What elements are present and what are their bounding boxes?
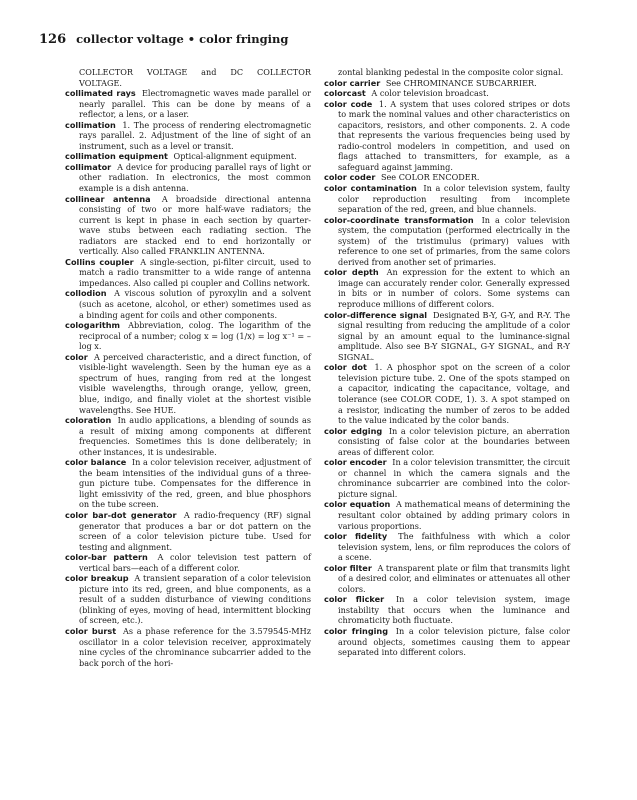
dictionary-entry — [65, 415, 311, 457]
dictionary-entry — [324, 310, 570, 363]
entry-definition: 1. The process of rendering electromagnetic rays parallel. 2. Adjustment of the line of sight of an instrument, such as a level or transit. — [79, 119, 311, 151]
dictionary-entry — [324, 426, 570, 458]
dictionary-entry — [324, 183, 570, 215]
dictionary-entry — [65, 510, 311, 552]
continued-text: zontal blanking pedestal in the composite color signal. — [338, 67, 564, 77]
entry-term: collimated rays — [65, 88, 136, 99]
entry-definition: In a color television system, the computation (performed electrically in the system) of the tristimulus (primary) values with reference to one set of primaries, from the same colors derived from another set of primaries. — [338, 214, 571, 267]
entry-term: color contamination — [324, 183, 417, 194]
entry-term: color-difference signal — [324, 309, 428, 320]
entry-term: collodion — [65, 288, 107, 299]
dictionary-entry — [324, 499, 570, 531]
dictionary-entry — [324, 99, 570, 173]
dictionary-entry — [324, 267, 570, 309]
entry-definition: An expression for the extent to which an image can accurately render color. Generally expressed in bits or in number of colors. Some systems can reproduce millions of different colors. — [338, 267, 570, 310]
dictionary-entry — [324, 594, 570, 626]
entry-term: colorcast — [324, 88, 366, 99]
dictionary-entry — [65, 352, 311, 415]
dictionary-entry — [65, 88, 311, 120]
running-header — [39, 32, 288, 47]
entry-term: color code — [324, 98, 373, 109]
entry-definition: A broadside directional antenna consisting of two or more half-wave radiators; the current is kept in phase in each section by quarter-wave stubs between each radiating section. The radiators are stacked end to end horizontally or vertically. Also called FRANKLIN ANTENNA. — [79, 193, 311, 257]
entry-term: collimator — [65, 161, 112, 172]
entry-term: color dot — [324, 362, 367, 373]
entry-definition: In a color television transmitter, the circuit or channel in which the camera signals and the chrominance subcarrier are combined into the color-picture signal. — [338, 457, 570, 499]
dictionary-entry — [65, 162, 311, 194]
entry-definition: A color television broadcast. — [371, 88, 489, 99]
dictionary-entry — [324, 531, 570, 563]
dictionary-entry — [65, 626, 311, 668]
entry-definition: Abbreviation, colog. The logarithm of the reciprocal of a number; colog x = log (1/x) = log x⁻¹ = –log x. — [79, 320, 311, 352]
entry-term: color fringing — [324, 625, 389, 636]
entry-definition: A single-section, pi-filter circuit, used to match a radio transmitter to a wide range of antenna impedances. Also called pi coupler and Collins network. — [79, 256, 311, 288]
dictionary-entry — [65, 573, 311, 626]
entry-definition: In a color television receiver, adjustment of the beam intensities of the individual guns of a three-gun picture tube. Compensates for the difference in light emissivity of the red, green, and blue phosphors on the tube screen. — [79, 457, 311, 510]
entry-definition: In a color television system, image instability that occurs when the luminance and chromaticity both fluctuate. — [338, 594, 570, 626]
running-title: collector voltage • color fringing — [76, 32, 289, 46]
entry-term: color bar-dot generator — [65, 509, 177, 520]
entry-term: color-bar pattern — [65, 552, 148, 563]
entry-definition: Electromagnetic waves made parallel or nearly parallel. This can be done by means of a reflector, a lens, or a laser. — [79, 88, 312, 120]
dictionary-entry — [65, 457, 311, 510]
entry-term: color filter — [324, 562, 372, 573]
entry-definition: 1. A system that uses colored stripes or dots to mark the nominal values and other characteristics on capacitors, resistors, and other components. 2. A code that represents the various frequencies being used by radio-control modelers in competition, and used on flags attached to transmitters, for example, as a safeguard against jamming. — [338, 98, 571, 172]
page-number: 126 — [39, 32, 67, 47]
entry-definition: The faithfulness with which a color television system, lens, or film reproduces the colors of a scene. — [338, 531, 571, 563]
entry-term: Collins coupler — [65, 256, 134, 267]
entry-term: color encoder — [324, 457, 387, 468]
entry-term: color — [65, 351, 88, 362]
dictionary-entry — [324, 362, 570, 425]
dictionary-entry — [65, 257, 311, 289]
entry-definition: See COLOR ENCODER. — [380, 172, 480, 183]
entry-definition: Optical-alignment equipment. — [173, 151, 297, 162]
entry-definition: A radio-frequency (RF) signal generator that produces a bar or dot pattern on the screen of a color television picture tube. Used for testing and alignment. — [79, 509, 311, 552]
dictionary-entry — [65, 288, 311, 320]
right-column — [324, 67, 570, 658]
entry-definition: In audio applications, a blending of sounds as a result of mixing among components at different frequencies. Sometimes this is done deliberately; in other instances, it is undesirable. — [79, 415, 311, 457]
entry-definition: A perceived characteristic, and a direct function, of visible-light wavelength. Seen by the human eye as a spectrum of hues, ranging from red at the longest visible wavelengths, through orange, yellow, green, blue, indigo, and finally violet at the shortest visible wavelengths. See HUE. — [79, 351, 311, 415]
entry-term: color depth — [324, 267, 379, 278]
entry-definition: See CHROMINANCE SUBCARRIER. — [385, 77, 537, 88]
dictionary-entry — [324, 172, 570, 183]
entry-term: color-coordinate transformation — [324, 214, 474, 225]
entry-term: coloration — [65, 415, 112, 426]
entry-term: color breakup — [65, 573, 129, 584]
entry-term: cologarithm — [65, 320, 120, 331]
dictionary-entry — [65, 120, 311, 152]
entry-definition: Designated B-Y, G-Y, and R-Y. The signal resulting from reducing the amplitude of a color signal by an amount equal to the luminance-signal amplitude. Also see B-Y SIGNAL, G-Y SIGNAL, and R-Y SIGNAL. — [338, 309, 570, 362]
dictionary-entry — [65, 552, 311, 573]
dictionary-entry — [324, 563, 570, 595]
entry-term: color edging — [324, 425, 383, 436]
entry-definition: In a color television picture, false color around objects, sometimes causing them to appear separated into different colors. — [338, 625, 570, 658]
entry-definition: A device for producing parallel rays of light or other radiation. In electronics, the most common example is a dish antenna. — [79, 161, 311, 194]
dictionary-entry — [65, 194, 311, 257]
dictionary-entry — [324, 88, 570, 99]
entry-term: color carrier — [324, 77, 381, 88]
left-column — [65, 67, 311, 668]
entry-definition: As a phase reference for the 3.579545-MHz oscillator in a color television receiver, approximately nine cycles of the chrominance subcarrier added to the back porch of the hori- — [79, 625, 311, 668]
entry-definition: A color television test pattern of vertical bars—each of a different color. — [79, 552, 311, 573]
entry-definition: A viscous solution of pyroxylin and a solvent (such as acetone, alcohol, or ether) sometimes used as a binding agent for coils and other components. — [79, 288, 311, 320]
dictionary-entry — [324, 78, 570, 89]
entry-term: collinear antenna — [65, 193, 151, 204]
continued-text: COLLECTOR VOLTAGE and DC COLLECTOR VOLTAGE. — [79, 67, 311, 88]
entry-definition: In a color television picture, an aberration consisting of false color at the boundaries between areas of different color. — [338, 425, 570, 457]
dictionary-entry — [324, 457, 570, 499]
dictionary-entry — [324, 626, 570, 658]
entry-term: color balance — [65, 457, 127, 468]
entry-term: color burst — [65, 625, 117, 636]
dictionary-entry — [324, 215, 570, 268]
entry-definition: A transient separation of a color television picture into its red, green, and blue components, as a result of a sudden disturbance of viewing conditions (blinking of eyes, moving of head, intermittent blocking of screen, etc.). — [79, 573, 311, 626]
entry-definition: In a color television system, faulty color reproduction resulting from incomplete separation of the red, green, and blue channels. — [338, 183, 570, 215]
entry-term: collimation — [65, 119, 116, 130]
dictionary-entry — [65, 151, 311, 162]
entry-term: color equation — [324, 499, 391, 510]
dictionary-entry — [65, 320, 311, 352]
entry-term: color fidelity — [324, 531, 388, 542]
entry-term: collimation equipment — [65, 151, 168, 162]
entry-term: color coder — [324, 172, 376, 183]
entry-definition: A mathematical means of determining the resultant color obtained by adding primary colors in various proportions. — [338, 499, 571, 531]
entry-definition: 1. A phosphor spot on the screen of a color television picture tube. 2. One of the spots stamped on a capacitor, indicating the capacitance, voltage, and tolerance (see COLOR CODE, 1). 3. A spot stamped on a resistor, indicating the number of zeros to be added to the value indicated by the color bands. — [338, 362, 570, 426]
entry-term: color flicker — [324, 594, 385, 605]
entry-definition: A transparent plate or film that transmits light of a desired color, and eliminates or attenuates all other colors. — [338, 562, 570, 594]
